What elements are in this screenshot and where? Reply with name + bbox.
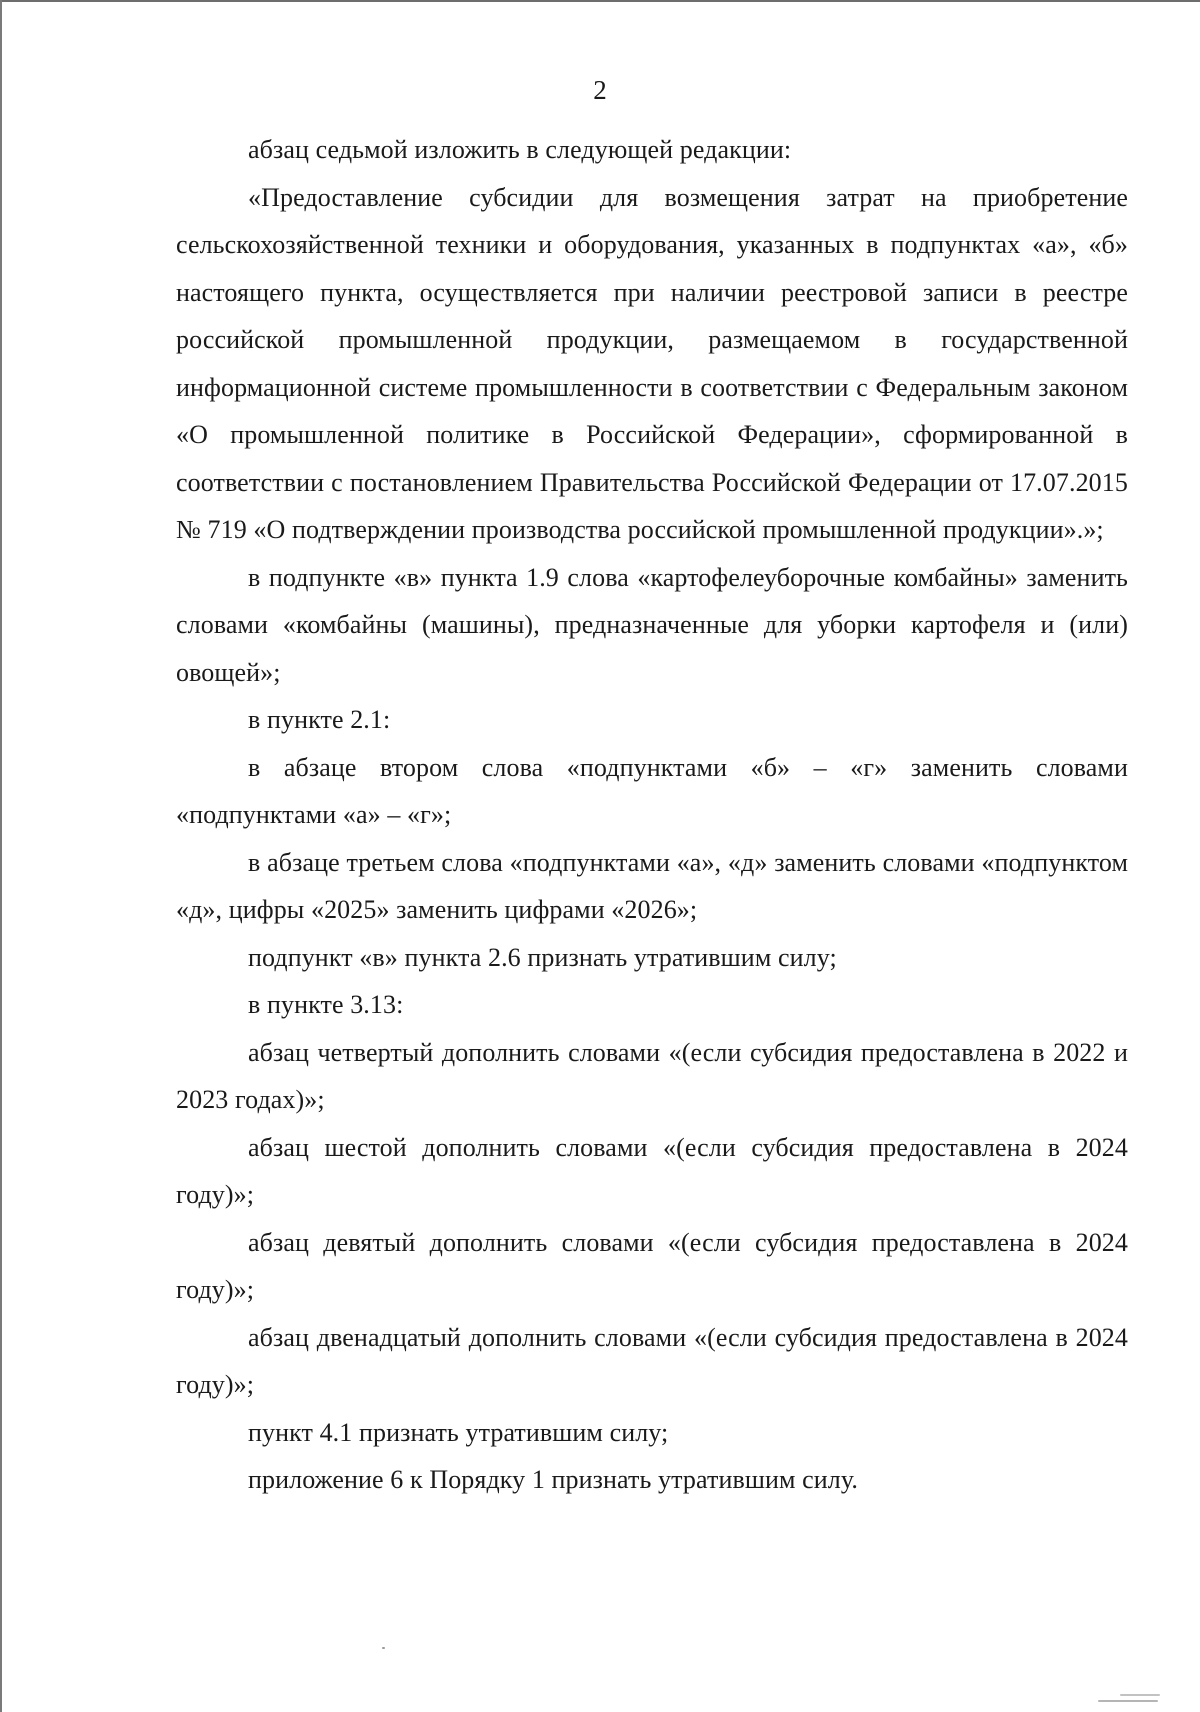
paragraph-item-1-9: в подпункте «в» пункта 1.9 слова «картофелеуборочные комбайны» заменить словами «комбайны (машины), предназначенные для уборки картофеля и (или) овощей»; <box>176 562 1128 687</box>
paragraph-quoted-new-wording: «Предоставление субсидии для возмещения затрат на приобретение сельскохозяйственной техники и оборудования, указанных в подпунктах «а», «б» настоящего пункта, осуществляется при наличии реестровой записи в реестре российской промышленной продукции, размещаемом в государственной информационной системе промышленности в соответствии с Федеральным законом «О промышленной политике в Российской Федерации», сформированной в соответствии с постановлением Правительства Российской Федерации от 17.07.2015 № 719 «О подтверждении производства российской промышленной продукции».»; <box>176 182 1128 544</box>
paragraph-amend-seventh-abzac: абзац седьмой изложить в следующей редакции: <box>248 135 792 164</box>
paragraph-fourth-abzac: абзац четвертый дополнить словами «(если субсидия предоставлена в 2022 и 2023 годах)»; <box>176 1037 1128 1114</box>
paragraph-item-2-6: подпункт «в» пункта 2.6 признать утратившим силу; <box>248 942 837 972</box>
document-body <box>176 126 1128 1504</box>
paragraph-third-abzac: в абзаце третьем слова «подпунктами «а», «д» заменить словами «подпунктом «д», цифры «2025» заменить цифрами «2026»; <box>176 847 1128 924</box>
paragraph-item-2-1: в пункте 2.1: <box>248 705 391 734</box>
paragraph-appendix-6: приложение 6 к Порядку 1 признать утратившим силу. <box>248 1465 858 1494</box>
paragraph-ninth-abzac: абзац девятый дополнить словами «(если субсидия предоставлена в 2024 году)»; <box>176 1227 1128 1304</box>
page-number: 2 <box>593 75 607 105</box>
scan-border-top <box>0 0 1200 2</box>
scan-speck <box>1098 1700 1158 1702</box>
paragraph-second-abzac: в абзаце втором слова «подпунктами «б» – «г» заменить словами «подпунктами «а» – «г»; <box>176 752 1128 829</box>
paragraph-twelfth-abzac: абзац двенадцатый дополнить словами «(если субсидия предоставлена в 2024 году)»; <box>176 1322 1128 1399</box>
scan-speck <box>382 1647 385 1649</box>
paragraph-item-3-13: в пункте 3.13: <box>248 990 404 1019</box>
paragraph-item-4-1: пункт 4.1 признать утратившим силу; <box>248 1417 669 1447</box>
scan-border-left <box>0 0 2 1712</box>
scan-speck <box>1120 1694 1160 1696</box>
paragraph-sixth-abzac: абзац шестой дополнить словами «(если субсидия предоставлена в 2024 году)»; <box>176 1132 1128 1209</box>
